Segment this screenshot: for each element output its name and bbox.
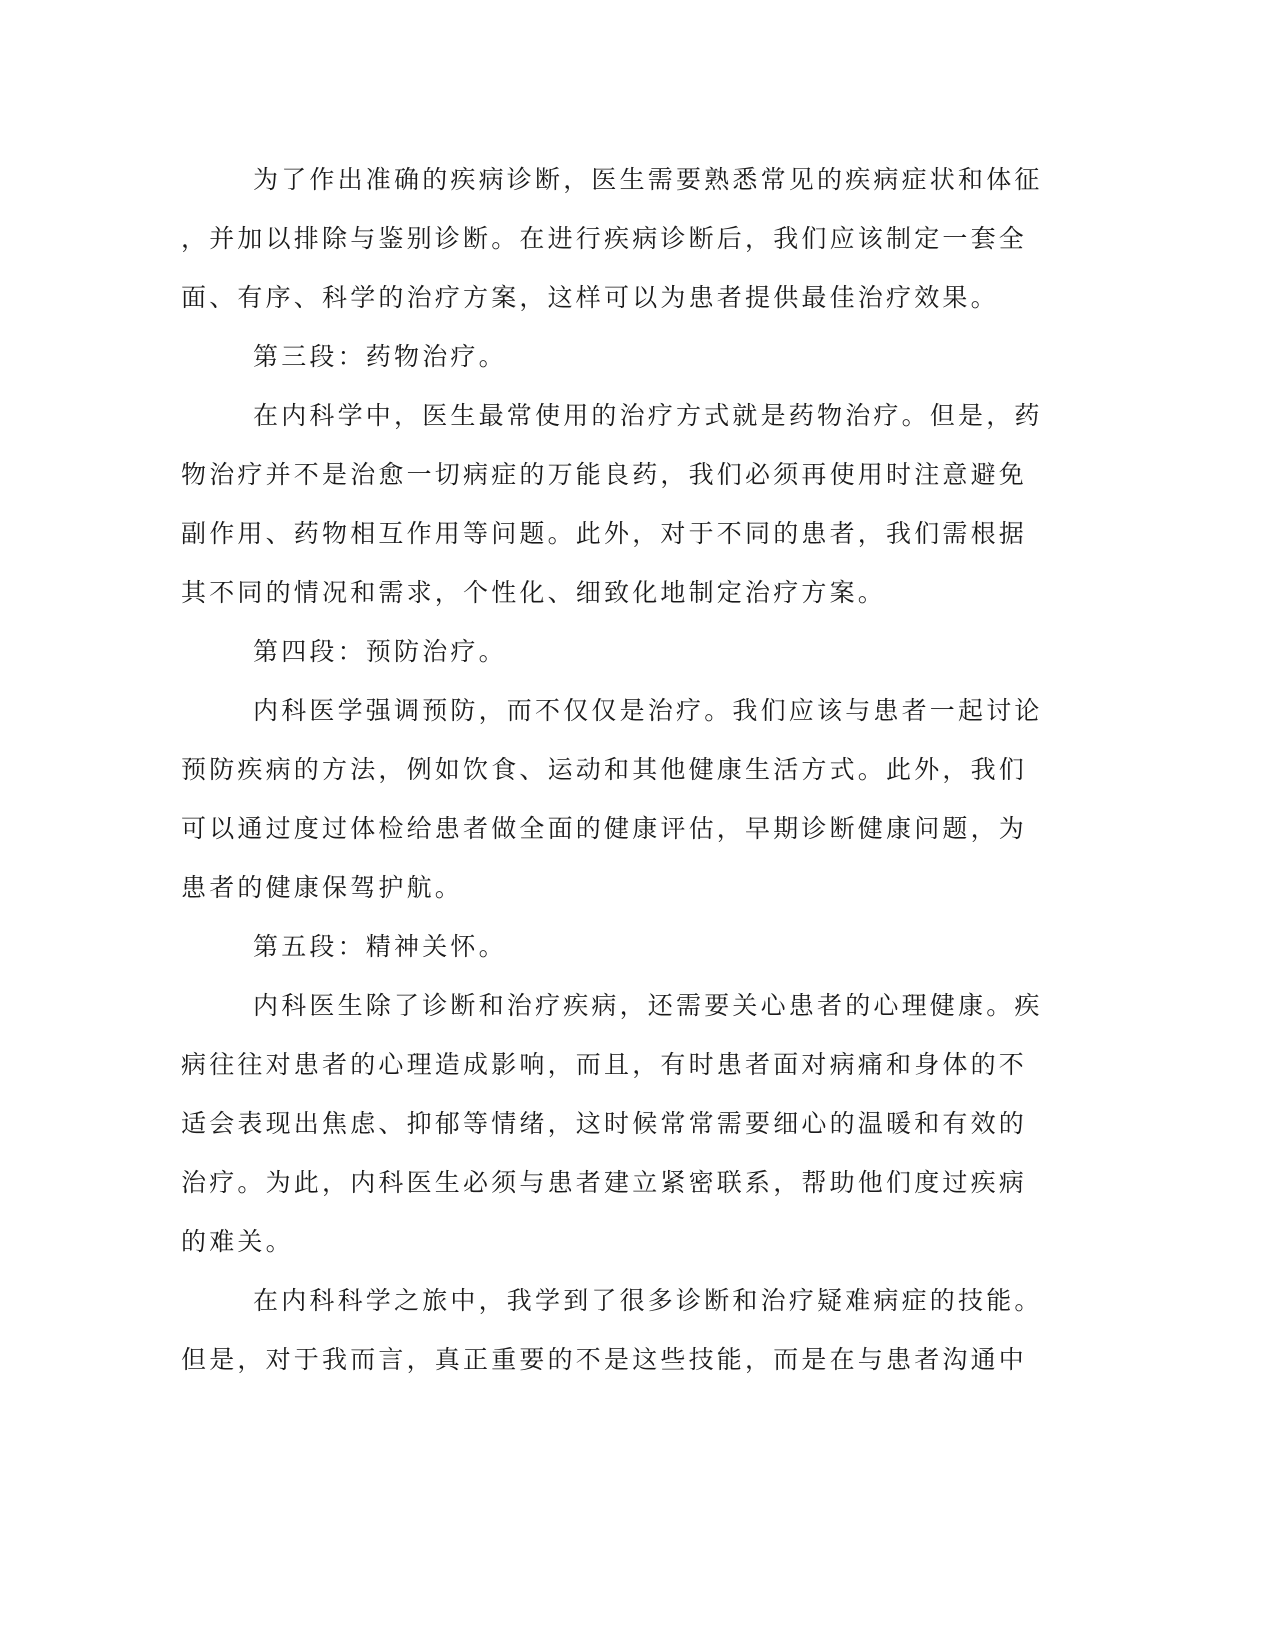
text-line: 内科医学强调预防，而不仅仅是治疗。我们应该与患者一起讨论 xyxy=(253,696,1043,725)
text-line: 病往往对患者的心理造成影响，而且，有时患者面对病痛和身体的不 xyxy=(181,1050,1028,1079)
section-heading: 第五段：精神关怀。 xyxy=(253,932,507,961)
text-line: 面、有序、科学的治疗方案，这样可以为患者提供最佳治疗效果。 xyxy=(181,283,999,312)
text-line: 的难关。 xyxy=(181,1227,294,1256)
text-line: 内科医生除了诊断和治疗疾病，还需要关心患者的心理健康。疾 xyxy=(253,991,1043,1020)
section-heading: 第四段：预防治疗。 xyxy=(253,637,507,666)
text-line: 预防疾病的方法，例如饮食、运动和其他健康生活方式。此外，我们 xyxy=(181,755,1028,784)
text-line: 治疗。为此，内科医生必须与患者建立紧密联系，帮助他们度过疾病 xyxy=(181,1168,1028,1197)
text-line: ，并加以排除与鉴别诊断。在进行疾病诊断后，我们应该制定一套全 xyxy=(181,224,1028,253)
text-line: 物治疗并不是治愈一切病症的万能良药，我们必须再使用时注意避免 xyxy=(181,460,1028,489)
text-line: 在内科科学之旅中，我学到了很多诊断和治疗疑难病症的技能。 xyxy=(253,1286,1043,1315)
text-line: 患者的健康保驾护航。 xyxy=(181,873,464,902)
text-line: 适会表现出焦虑、抑郁等情绪，这时候常常需要细心的温暖和有效的 xyxy=(181,1109,1028,1138)
text-line: 可以通过度过体检给患者做全面的健康评估，早期诊断健康问题，为 xyxy=(181,814,1028,843)
text-line: 其不同的情况和需求，个性化、细致化地制定治疗方案。 xyxy=(181,578,887,607)
text-line: 副作用、药物相互作用等问题。此外，对于不同的患者，我们需根据 xyxy=(181,519,1028,548)
text-line: 为了作出准确的疾病诊断，医生需要熟悉常见的疾病症状和体征 xyxy=(253,165,1043,194)
text-line: 但是，对于我而言，真正重要的不是这些技能，而是在与患者沟通中 xyxy=(181,1345,1028,1374)
section-heading: 第三段：药物治疗。 xyxy=(253,342,507,371)
text-line: 在内科学中，医生最常使用的治疗方式就是药物治疗。但是，药 xyxy=(253,401,1043,430)
